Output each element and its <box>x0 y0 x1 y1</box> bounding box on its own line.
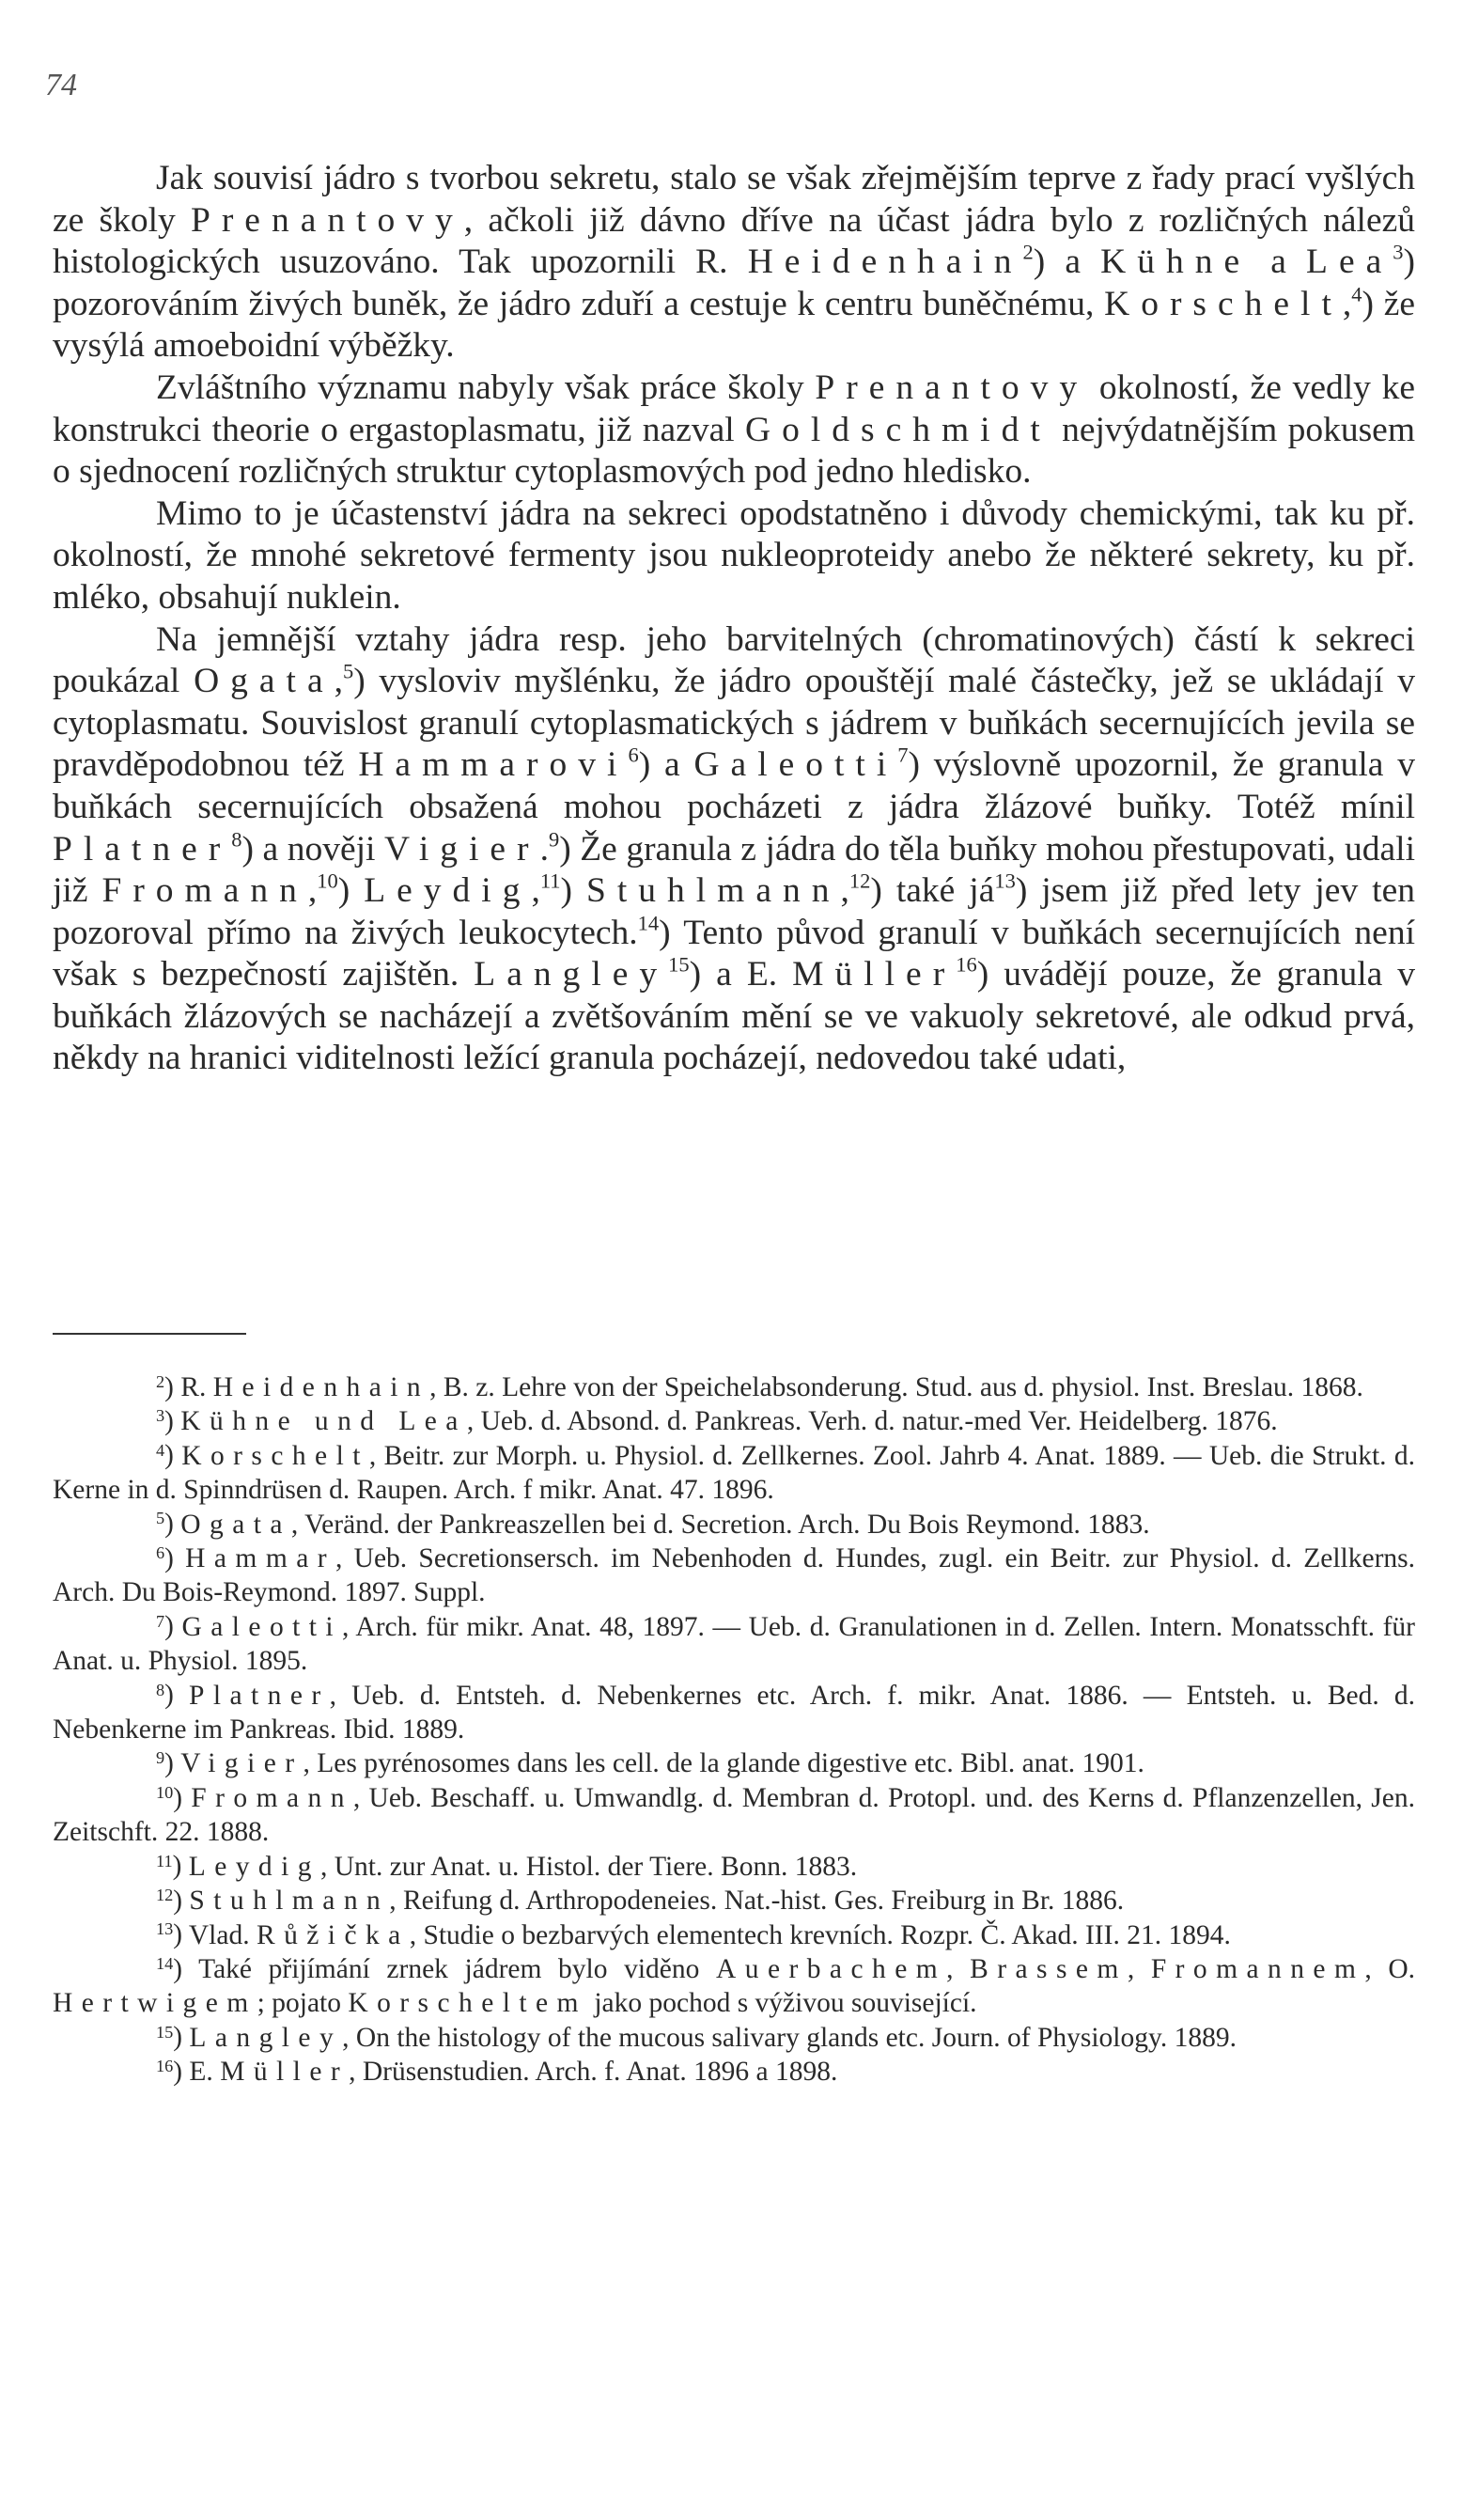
footnote-number: $^4$ ) <box>156 1441 174 1460</box>
footnote-number: $^{14}$ ) <box>156 1954 182 1973</box>
text-run: ) jsem již před lety jev ten pozoroval přímo na živých leukocytech. <box>53 871 1415 952</box>
footnote-reference: 10 <box>317 869 338 893</box>
text-run: , Ueb. d. Absond. d. Pankreas. Verh. d. natur.-med Ver. Heidelberg. 1876. <box>466 1406 1278 1437</box>
text-run: Na jemnější vztahy jádra resp. jeho barvitelných (chromatinových) částí k sekreci poukázal <box>53 619 1415 701</box>
footnote <box>53 1952 1415 2021</box>
spaced-name: Vigier <box>384 829 540 869</box>
spaced-name: Kühne <box>1100 243 1252 282</box>
footnote <box>53 1850 1415 1884</box>
text-run: ) výslovně upozornil, že granula v buňkách secernujících obsažená mohou pocházeti z jádra žlázové buňky. Totéž mínil <box>53 745 1415 826</box>
text-run: , Ueb. Secretionsersch. im Nebenhoden d. Hundes, zugl. ein Beitr. zur Physiol. d. Zellkerns. Arch. Du Bois-Reymond. 1897. Suppl. <box>53 1543 1415 1608</box>
text-run: ) a <box>1033 243 1101 282</box>
footnote <box>53 1404 1415 1438</box>
page-number: 74 <box>45 68 77 102</box>
spaced-name: Müller <box>792 955 957 994</box>
footnote-number: $^9$ ) <box>156 1748 174 1767</box>
footnote <box>53 2021 1415 2055</box>
text-run: , Arch. für mikr. Anat. 48, 1897. — Ueb. d. Granulationen in d. Zellen. Intern. Monatsschft. für Anat. u. Physiol. 1895. <box>53 1611 1416 1677</box>
paragraph <box>53 619 1415 1081</box>
text-run: , Ueb. d. Entsteh. d. Nebenkernes etc. Arch. f. mikr. Anat. 1886. — Entsteh. u. Bed. d. Nebenkerne im Pankreas. Ibid. 1889. <box>53 1680 1415 1745</box>
footnote <box>53 1542 1415 1610</box>
footnote <box>53 2055 1415 2089</box>
footnote <box>53 1610 1415 1679</box>
spaced-name: Lea <box>1306 243 1393 282</box>
spaced-name: Müller <box>220 2057 350 2088</box>
text-run: ) Že granula z jádra do těla buňky mohou přestupovati, udali již <box>53 829 1415 911</box>
spaced-name: Brassem <box>970 1953 1128 1984</box>
footnote-reference: 12 <box>848 869 871 893</box>
footnote-separator <box>53 1333 246 1335</box>
text-run: R. <box>180 1372 213 1402</box>
text-run: Mimo to je účastenství jádra na sekreci opodstatněno i důvody chemickými, tak ku př. okolností, že mnohé sekretové fermenty jsou nukleoproteidy anebo že některé sekrety, ku př. mléko, obsahují nuklein. <box>53 493 1415 617</box>
text-run: , ačkoli již dávno dříve na účast jádra bylo z rozličných nálezů histologických usuzováno. Tak upozornili R. <box>53 200 1415 282</box>
spaced-name: Korscheltem <box>348 1988 587 2019</box>
text-run: , <box>531 871 540 911</box>
text-run: , <box>840 871 849 911</box>
spaced-name: Fromannem <box>1150 1953 1365 1984</box>
footnote-reference: 15 <box>668 952 690 977</box>
footnote-number: $^2$ ) <box>156 1372 174 1391</box>
footnote-reference: 4 <box>1351 282 1362 306</box>
paragraph <box>53 158 1415 368</box>
spaced-name: Růžička <box>256 1919 410 1950</box>
footnote-number: $^6$ ) <box>156 1543 174 1562</box>
text-run: ) a E. <box>689 955 793 994</box>
spaced-name: Heidenhain <box>747 243 1023 282</box>
footnote <box>53 1918 1415 1952</box>
footnote-number: $^{10}$ ) <box>156 1783 182 1802</box>
spaced-name: Galeotti <box>181 1611 343 1642</box>
text-run: ) a <box>638 745 694 785</box>
text-run: ) také já <box>870 871 995 911</box>
footnote-reference: 5 <box>342 659 354 683</box>
spaced-name: Vigier <box>180 1748 303 1779</box>
text-run: , Drüsenstudien. Arch. f. Anat. 1896 a 1898. <box>349 2057 838 2088</box>
spaced-name: Prenantovy <box>190 200 464 240</box>
footnote-reference: 16 <box>956 952 977 977</box>
footnotes <box>53 1370 1415 2090</box>
text-run: Zvláštního významu nabyly však práce školy <box>156 368 816 407</box>
paragraph <box>53 493 1415 619</box>
main-text <box>53 158 1415 1080</box>
footnote <box>53 1679 1415 1747</box>
spaced-name: Langley <box>474 955 669 994</box>
text-run: , O. <box>1364 1953 1416 1984</box>
text-run: Také přijímání zrnek jádrem bylo viděno <box>198 1953 717 1984</box>
footnote <box>53 1884 1415 1917</box>
text-run: , B. z. Lehre von der Speichelabsonderung. Stud. aus d. physiol. Inst. Breslau. 1868. <box>429 1372 1363 1402</box>
footnote-number: $^{11}$ ) <box>156 1852 181 1870</box>
spaced-name: Fromann <box>101 871 308 911</box>
text-run: , <box>1342 284 1352 323</box>
text-run: , <box>307 871 318 911</box>
spaced-name: Auerbachem <box>716 1953 947 1984</box>
footnote-reference: 3 <box>1393 240 1404 264</box>
footnote <box>53 1781 1415 1850</box>
spaced-name: Leydig <box>364 871 532 911</box>
spaced-name: Ogata <box>194 662 335 701</box>
footnote-number: $^5$ ) <box>156 1509 174 1527</box>
text-run: okolností, že vedly ke konstrukci theorie o ergastoplasmatu, již nazval <box>53 368 1415 449</box>
spaced-name: Hertwigem <box>53 1988 257 2019</box>
footnote-number: $^3$ ) <box>156 1406 174 1425</box>
footnote <box>53 1439 1415 1508</box>
footnote-number: $^{15}$ ) <box>156 2023 182 2042</box>
text-run: , <box>1127 1953 1151 1984</box>
text-run: , Reifung d. Arthropodeneies. Nat.-hist. Ges. Freiburg in Br. 1886. <box>389 1886 1125 1917</box>
text-run: , Beitr. zur Morph. u. Physiol. d. Zellkernes. Zool. Jahrb 4. Anat. 1889. — Ueb. die Strukt. d. Kerne in d. Spinndrüsen d. Raupen. Arch. f mikr. Anat. 47. 1896. <box>53 1440 1416 1506</box>
text-run: , Les pyrénosomes dans les cell. de la glande digestive etc. Bibl. anat. 1901. <box>303 1748 1144 1779</box>
footnote-reference: 2 <box>1022 240 1034 264</box>
text-run: ) pozorováním živých buněk, že jádro zduří a cestuje k centru buněčnému, <box>53 243 1415 323</box>
spaced-name: Stuhlmann <box>189 1886 390 1917</box>
text-run: , Unt. zur Anat. u. Histol. der Tiere. Bonn. 1883. <box>319 1851 858 1882</box>
spaced-name: Ogata <box>180 1509 291 1540</box>
text-run: , <box>334 662 343 701</box>
spaced-name: Stuhlmann <box>585 871 841 911</box>
spaced-name: Leydig <box>188 1851 320 1882</box>
footnote-reference: 6 <box>628 743 639 767</box>
text-run: a <box>1251 243 1307 282</box>
footnote <box>53 1370 1415 1404</box>
text-run: jako pochod s výživou související. <box>586 1988 977 2019</box>
footnote-reference: 14 <box>637 911 660 935</box>
footnote <box>53 1746 1415 1780</box>
footnote-number: $^{12}$ ) <box>156 1886 182 1904</box>
spaced-name: Hammarovi <box>358 745 629 785</box>
spaced-name: Hammar <box>185 1543 336 1574</box>
spaced-name: Fromann <box>191 1782 353 1813</box>
text-run: . <box>539 829 549 869</box>
text-run: , <box>946 1953 971 1984</box>
text-run: ) že vysýlá amoeboidní výběžky. <box>53 284 1415 366</box>
footnote-reference: 7 <box>897 743 909 767</box>
spaced-name: Kühne und Lea <box>180 1406 467 1437</box>
footnote <box>53 1508 1415 1542</box>
footnote-number: $^{13}$ ) <box>156 1919 182 1938</box>
text-run: , On the histology of the mucous salivary glands etc. Journ. of Physiology. 1889. <box>342 2022 1237 2053</box>
text-run: Vlad. <box>188 1919 257 1950</box>
spaced-name: Platner <box>53 829 232 869</box>
text-run: ; pojato <box>257 1988 349 2019</box>
text-run: Jak souvisí jádro s tvorbou sekretu, stalo se však zřejmějším teprve z řady prací vyšlých ze školy <box>53 159 1415 240</box>
footnote-reference: 11 <box>539 869 561 893</box>
spaced-name: Langley <box>189 2022 343 2053</box>
footnote-number: $^{16}$ ) <box>156 2057 182 2075</box>
text-run: E. <box>189 2057 221 2088</box>
footnote-reference: 13 <box>994 869 1016 893</box>
text-run: ) <box>337 871 365 911</box>
spaced-name: Galeotti <box>693 745 898 785</box>
text-run: nejvýdatnějším pokusem o sjednocení rozličných struktur cytoplasmových pod jedno hledisko. <box>53 410 1415 492</box>
footnote-number: $^7$ ) <box>156 1612 174 1631</box>
spaced-name: Prenantovy <box>815 368 1089 407</box>
text-run: , Ueb. Beschaff. u. Umwandlg. d. Membran d. Protopl. und. des Kerns d. Pflanzenzellen, Jen. Zeitschft. 22. 1888. <box>53 1782 1416 1848</box>
text-run: ) <box>560 871 586 911</box>
spaced-name: Korschelt <box>1104 284 1343 323</box>
text-run: ) a nověji <box>241 829 384 869</box>
spaced-name: Goldschmidt <box>745 410 1051 449</box>
paragraph <box>53 368 1415 493</box>
spaced-name: Korschelt <box>181 1440 369 1471</box>
text-run: ) Tento původ granulí v buňkách secernujících není však s bezpečností zajištěn. <box>53 913 1415 994</box>
footnote-number: $^8$ ) <box>156 1681 174 1699</box>
text-run: ) vysloviv myšlénku, že jádro opouštějí malé částečky, jež se ukládají v cytoplasmatu. Souvislost granulí cytoplasmatických s jádrem v buňkách secernujících jevila se pravděpodobnou též <box>53 662 1415 785</box>
text-run: , Veränd. der Pankreaszellen bei d. Secretion. Arch. Du Bois Reymond. 1883. <box>290 1509 1150 1540</box>
text-run: , Studie o bezbarvých elementech krevních. Rozpr. Č. Akad. III. 21. 1894. <box>409 1919 1231 1950</box>
text-run: ) uvádějí pouze, že granula v buňkách žlázových se nacházejí a zvětšováním mění se ve vakuoly sekretové, ale odkud prvá, někdy na hranici viditelnosti ležící granula pocházejí, nedovedou také udati, <box>53 955 1416 1078</box>
spaced-name: Platner <box>189 1680 330 1711</box>
footnote-reference: 8 <box>231 826 242 851</box>
spaced-name: Heidenhain <box>212 1372 430 1402</box>
footnote-reference: 9 <box>548 826 560 851</box>
